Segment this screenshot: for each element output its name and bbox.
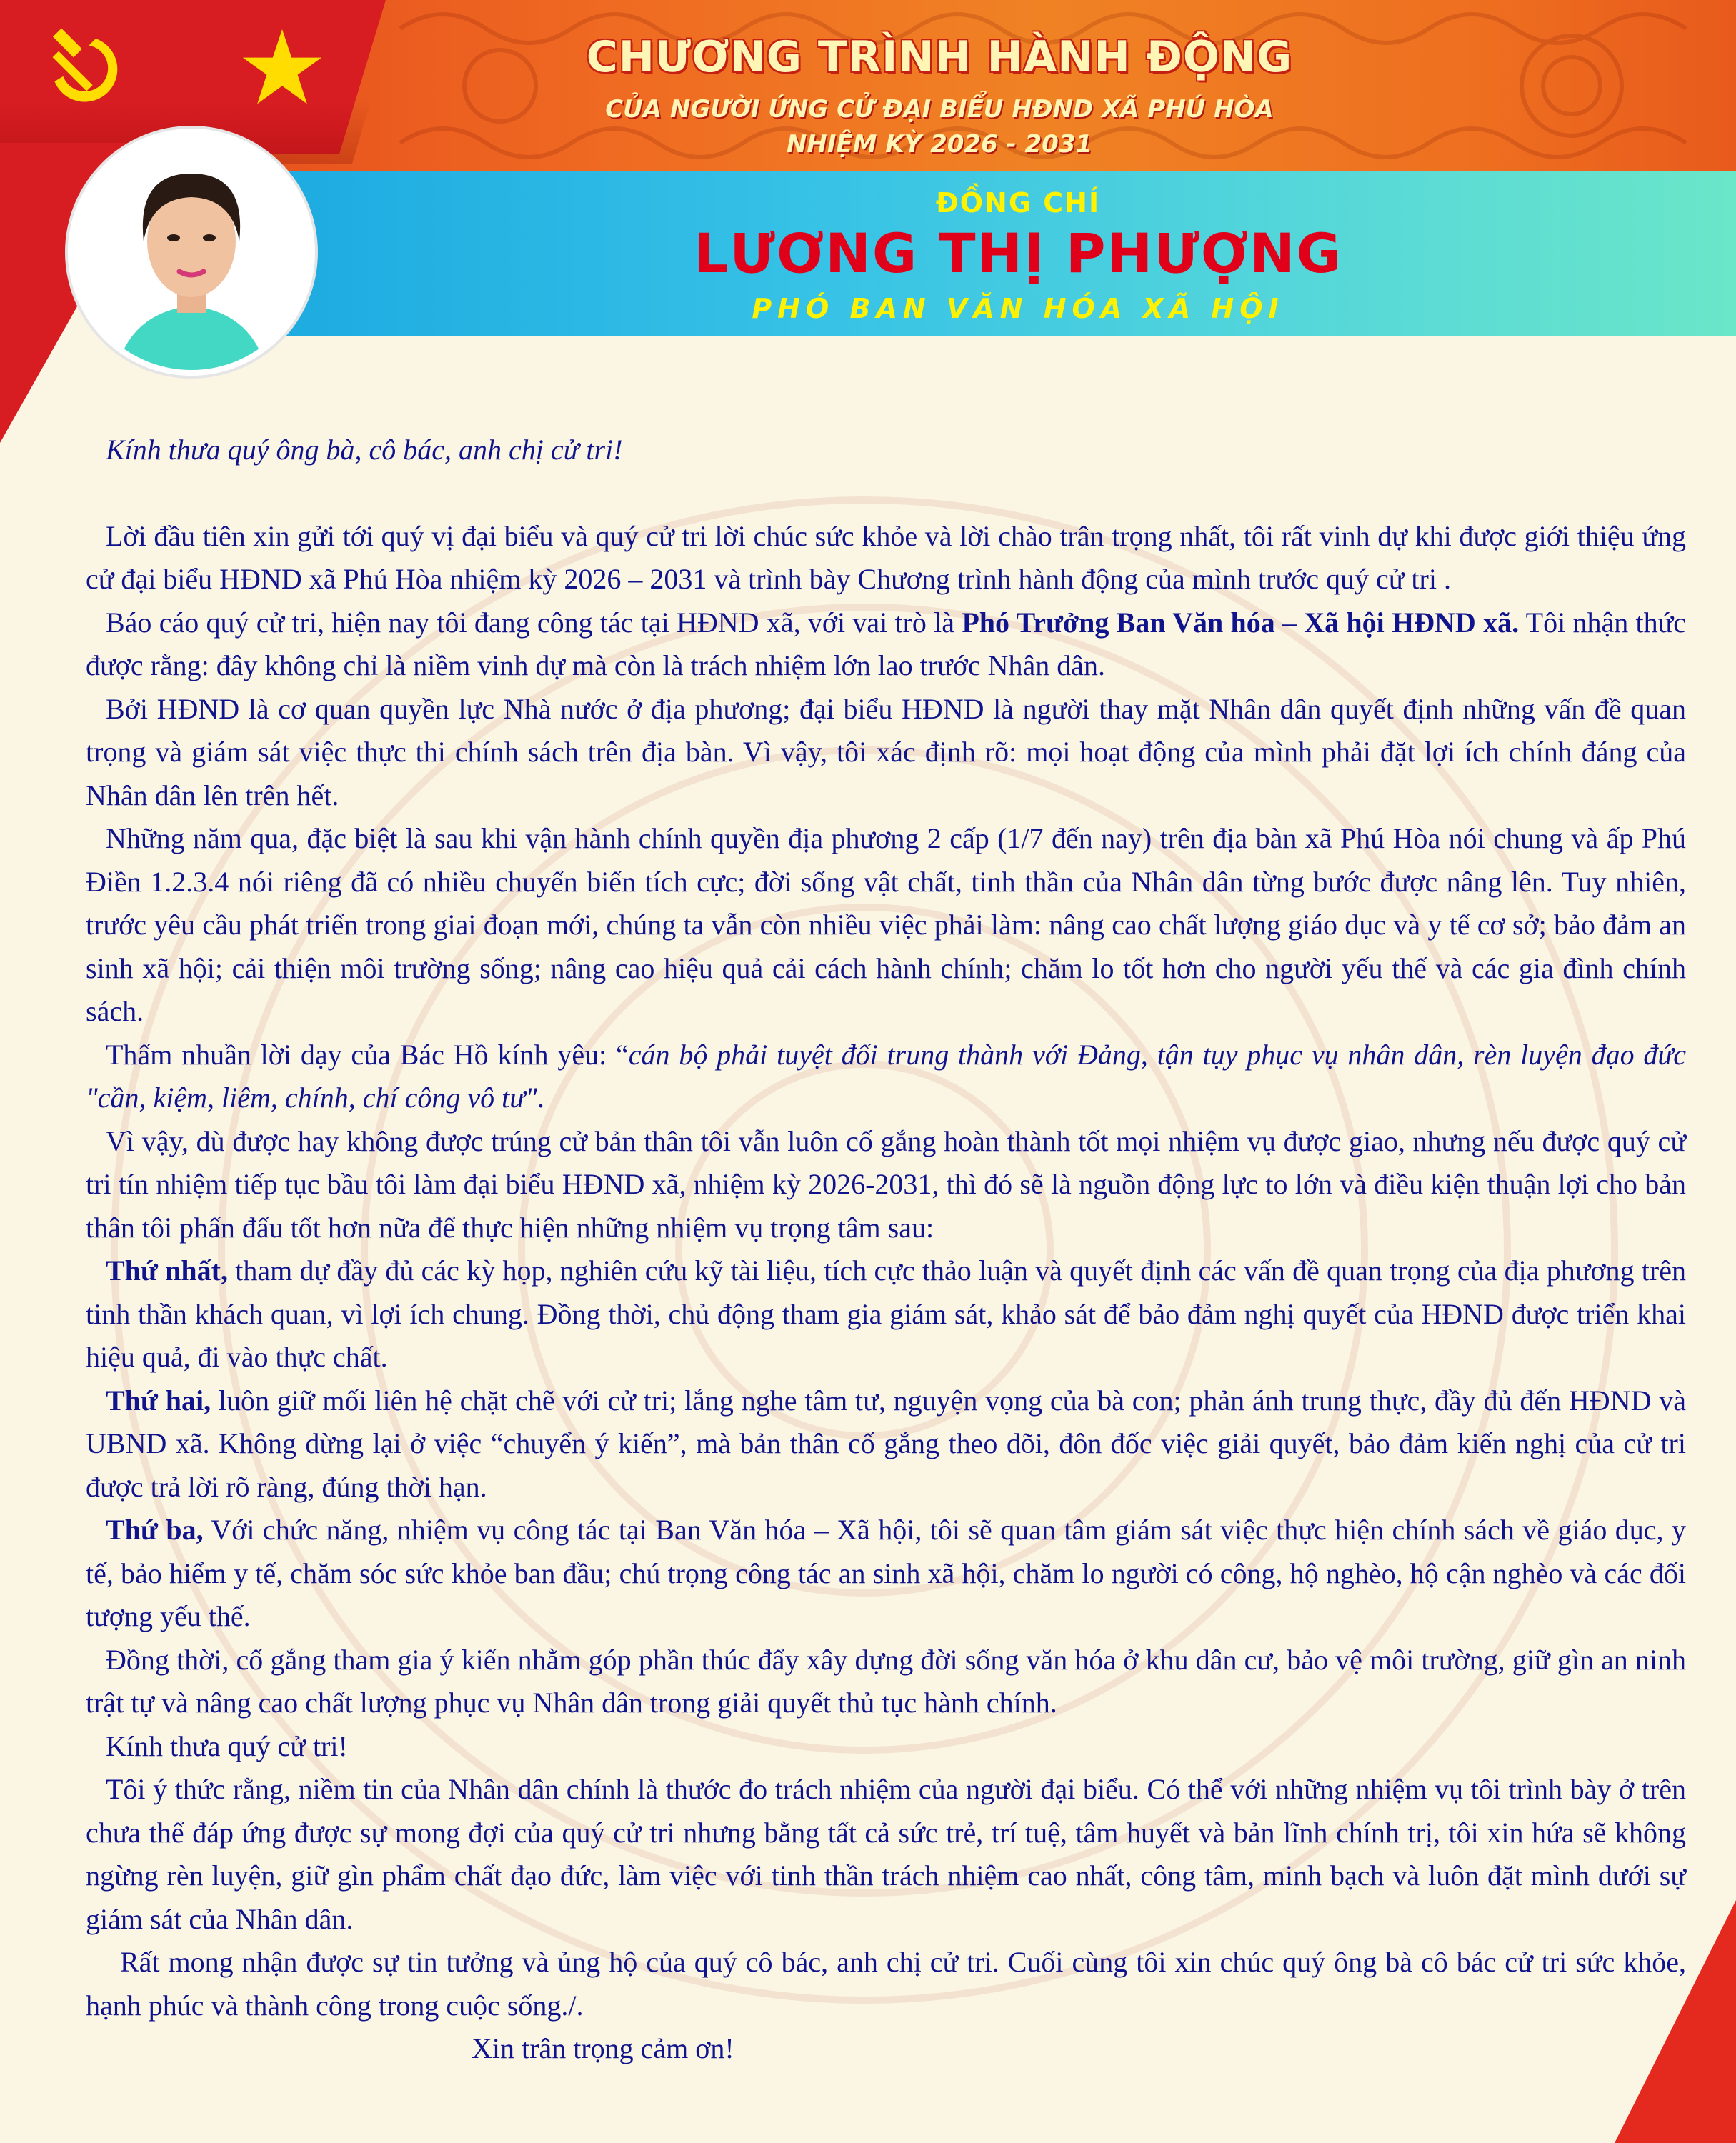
paragraph-context: Những năm qua, đặc biệt là sau khi vận hành chính quyền địa phương 2 cấp (1/7 đến nay) trên địa bàn xã Phú Hòa nói chung và ấp Phú Điền 1.2.3.4 nói riêng đã có nhiều chuyển biến tích cực; đời sống vật chất, tinh thần của Nhân dân từng bước được nâng lên. Tuy nhiên, trước yêu cầu phát triển trong giai đoạn mới, chúng ta vẫn còn nhiều việc phải làm: nâng cao chất lượng giáo dục và y tế cơ sở; bảo đảm an sinh xã hội; cải thiện môi trường sống; nâng cao hiệu quả cải cách hành chính; chăm lo tốt hơn cho người yếu thế và các gia đình chính sách. bbox=[86, 822, 1686, 1027]
program-title: CHƯƠNG TRÌNH HÀNH ĐỘNG bbox=[586, 32, 1293, 82]
candidate-honorific: ĐỒNG CHÍ bbox=[935, 187, 1101, 219]
program-term: NHIỆM KỲ 2026 - 2031 bbox=[786, 130, 1093, 159]
task-third-label: Thứ ba, bbox=[106, 1514, 204, 1546]
paragraph-role-text: Báo cáo quý cử tri, hiện nay tôi đang công tác tại HĐND xã, với vai trò là bbox=[106, 606, 962, 639]
quote-end: . bbox=[537, 1082, 544, 1114]
paragraph-quote bbox=[86, 1034, 1686, 1120]
task-second-label: Thứ hai, bbox=[106, 1384, 211, 1417]
letter-body bbox=[86, 429, 1686, 2071]
closing-thanks: Xin trân trọng cảm ơn! bbox=[472, 2032, 734, 2064]
task-second-text: luôn giữ mối liên hệ chặt chẽ với cử tri; lắng nghe tâm tư, nguyện vọng của bà con; phản ánh trung thực, đầy đủ đến HĐND và UBND xã. Không dừng lại ở việc “chuyển ý kiến”, mà bản thân cố gắng theo dõi, đôn đốc việc giải quyết, bảo đảm kiến nghị của cử tri được trả lời rõ ràng, đúng thời hạn. bbox=[86, 1384, 1686, 1503]
paragraph-role-text-2: Tôi nhận thức được rằng: đây không chỉ là niềm vinh dự mà còn là trách nhiệm lớn lao trước Nhân dân. bbox=[86, 606, 1687, 681]
letter-greeting: Kính thưa quý ông bà, cô bác, anh chị cử tri! bbox=[106, 434, 623, 466]
paragraph-role bbox=[86, 601, 1686, 688]
task-first bbox=[86, 1249, 1686, 1379]
paragraph-opening: Lời đầu tiên xin gửi tới quý vị đại biểu và quý cử tri lời chúc sức khỏe và lời chào trân trọng nhất, tôi rất vinh dự khi được giới thiệu ứng cử đại biểu HĐND xã Phú Hòa nhiệm kỳ 2026 – 2031 và trình bày Chương trình hành động của mình trước quý cử tri . bbox=[86, 519, 1686, 595]
candidate-portrait bbox=[68, 129, 315, 376]
candidate-position: PHÓ BAN VĂN HÓA XÃ HỘI bbox=[752, 293, 1284, 324]
quote-intro: Thấm nhuần lời dạy của Bác Hồ kính yêu: “ bbox=[106, 1038, 629, 1071]
paragraph-pledge: Tôi ý thức rằng, niềm tin của Nhân dân chính là thước đo trách nhiệm của người đại biểu. Có thể với những nhiệm vụ tôi trình bày ở trên chưa thể đáp ứng được sự mong đợi của quý cử tri nhưng bằng tất cả sức trẻ, trí tuệ, tâm huyết và bản lĩnh chính trị, tôi xin hứa sẽ không ngừng rèn luyện, giữ gìn phẩm chất đạo đức, làm việc với tinh thần trách nhiệm cao nhất, công tâm, minh bạch và luôn đặt mình dưới sự giám sát của Nhân dân. bbox=[86, 1773, 1686, 1935]
task-third bbox=[86, 1509, 1686, 1639]
task-third-text: Với chức năng, nhiệm vụ công tác tại Ban Văn hóa – Xã hội, tôi sẽ quan tâm giám sát việc thực hiện chính sách về giáo dục, y tế, bảo hiểm y tế, chăm sóc sức khỏe ban đầu; chú trọng công tác an sinh xã hội, chăm lo người có công, hộ nghèo, hộ cận nghèo và các đối tượng yếu thế. bbox=[86, 1514, 1686, 1632]
paragraph-commitment: Vì vậy, dù được hay không được trúng cử bản thân tôi vẫn luôn cố gắng hoàn thành tốt mọi nhiệm vụ được giao, nhưng nếu được quý cử tri tín nhiệm tiếp tục bầu tôi làm đại biểu HĐND xã, nhiệm kỳ 2026-2031, thì đó sẽ là nguồn động lực to lớn và điều kiện thuận lợi cho bản thân tôi phấn đấu tốt hơn nữa để thực hiện những nhiệm vụ trọng tâm sau: bbox=[86, 1124, 1686, 1244]
role-title: Phó Trưởng Ban Văn hóa – Xã hội HĐND xã. bbox=[962, 606, 1520, 639]
yellow-star-icon bbox=[239, 25, 325, 111]
program-subtitle: CỦA NGƯỜI ỨNG CỬ ĐẠI BIỂU HĐND XÃ PHÚ HÒA bbox=[605, 95, 1274, 124]
task-first-text: tham dự đầy đủ các kỳ họp, nghiên cứu kỹ tài liệu, tích cực thảo luận và quyết định các vấn đề quan trọng của địa phương trên tinh thần khách quan, vì lợi ích chung. Đồng thời, chủ động tham gia giám sát, khảo sát để bảo đảm nghị quyết của HĐND được triển khai hiệu quả, đi vào thực chất. bbox=[86, 1254, 1686, 1373]
ho-chi-minh-quote: cán bộ phải tuyệt đối trung thành với Đảng, tận tụy phục vụ nhân dân, rèn luyện đạo đức "cần, kiệm, liêm, chính, chí công vô tư" bbox=[86, 1038, 1686, 1114]
paragraph-hdnd: Bởi HĐND là cơ quan quyền lực Nhà nước ở địa phương; đại biểu HĐND là người thay mặt Nhân dân quyết định những vấn đề quan trọng và giám sát việc thực thi chính sách trên địa bàn. Vì vậy, tôi xác định rõ: mọi hoạt động của mình phải đặt lợi ích chính đáng của Nhân dân lên trên hết. bbox=[86, 692, 1686, 811]
paragraph-wishes: Rất mong nhận được sự tin tưởng và ủng hộ của quý cô bác, anh chị cử tri. Cuối cùng tôi xin chúc quý ông bà cô bác cử tri sức khỏe, hạnh phúc và thành công trong cuộc sống./. bbox=[86, 1946, 1686, 2022]
hammer-sickle-icon bbox=[36, 21, 121, 107]
task-first-label: Thứ nhất, bbox=[106, 1254, 228, 1287]
task-second bbox=[86, 1379, 1686, 1509]
paragraph-additional: Đồng thời, cố gắng tham gia ý kiến nhằm góp phần thúc đẩy xây dựng đời sống văn hóa ở khu dân cư, bảo vệ môi trường, giữ gìn an ninh trật tự và nâng cao chất lượng phục vụ Nhân dân trong giải quyết thủ tục hành chính. bbox=[86, 1643, 1686, 1719]
candidate-name: LƯƠNG THỊ PHƯỢNG bbox=[693, 221, 1343, 285]
paragraph-address: Kính thưa quý cử tri! bbox=[106, 1729, 348, 1762]
